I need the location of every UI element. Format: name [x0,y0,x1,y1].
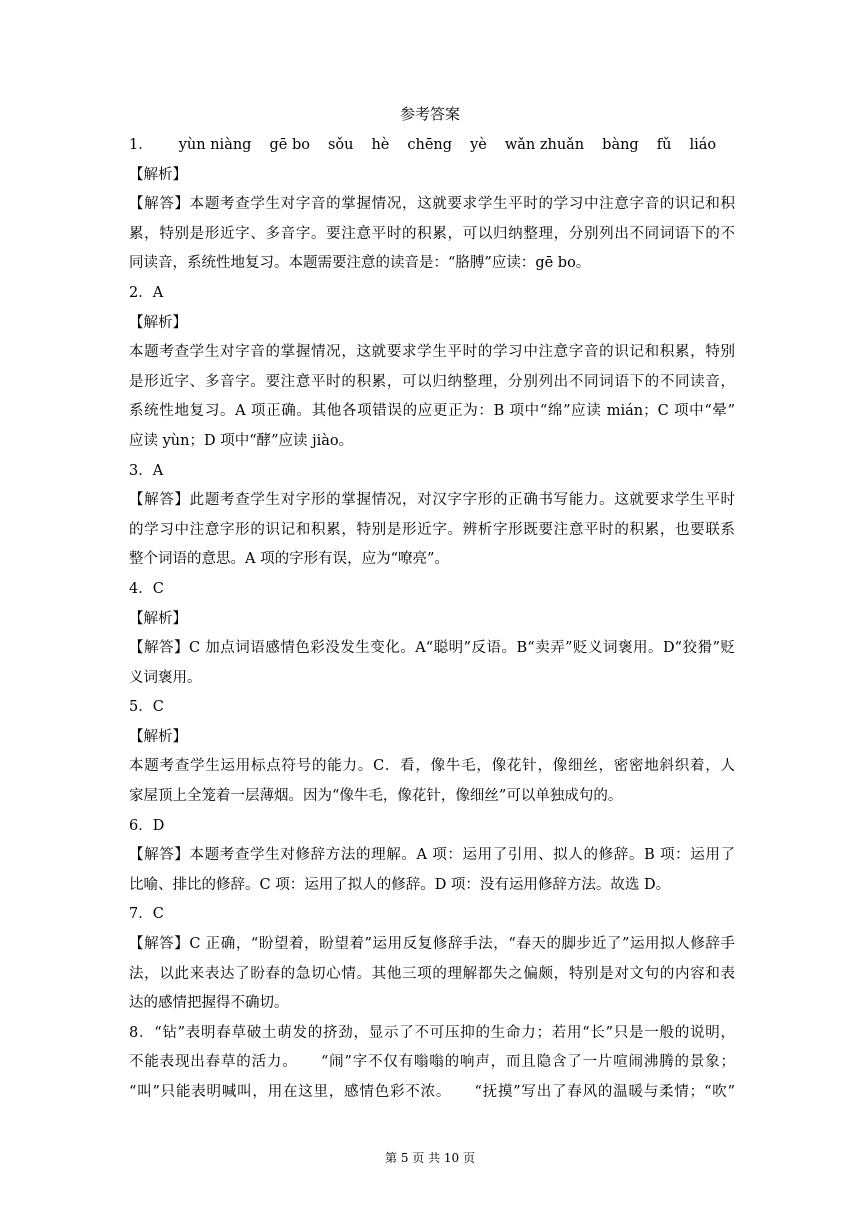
q5-answer-line: 本题考查学生运用标点符号的能力。C．看，像牛毛，像花针，像细丝，密密地斜织着，人 [129,758,735,775]
q1-number: 1． [129,137,153,153]
q5-heading: 5．C [129,699,164,716]
q8-answer-line: 不能表现出春草的活力。 “闹”字不仅有嗡嗡的响声，而且隐含了一片喧闹沸腾的景象； [129,1054,735,1071]
q6-answer-line: 【解答】本题考查学生对修辞方法的理解。A 项：运用了引用、拟人的修辞。B 项：运用了 [129,847,735,864]
q3-answer-line: 整个词语的意思。A 项的字形有误，应为“嘹亮”。 [129,551,449,568]
q7-answer-line: 法，以此来表达了盼春的急切心情。其他三项的理解都失之偏颇，特别是对文句的内容和表 [129,965,735,982]
q3-answer-line: 【解答】此题考查学生对字形的掌握情况，对汉字字形的正确书写能力。这就要求学生平时 [129,492,735,509]
q1-analysis-label: 【解析】 [129,166,187,183]
pinyin-item: yè [470,137,487,153]
pinyin-item: liáo [689,137,717,153]
q3-heading: 3．A [129,462,164,479]
q8-answer-line: 8．“钻”表明春草破土萌发的挤劲，显示了不可压抑的生命力；若用“长”只是一般的说明， [129,1024,735,1041]
pinyin-item: fǔ [656,137,672,153]
q4-analysis-label: 【解析】 [129,610,187,627]
q6-heading: 6．D [129,817,165,834]
q8-answer-line: “叫”只能表明喊叫，用在这里，感情色彩不浓。 “抚摸”写出了春风的温暖与柔情；“吹” [129,1084,735,1100]
pinyin-item: wǎn zhuǎn [504,137,585,153]
q5-analysis-label: 【解析】 [129,728,187,745]
pinyin-item: chēng [407,137,453,153]
q1-pinyin-line [129,131,735,161]
q5-answer-line: 家屋顶上全笼着一层薄烟。因为“像牛毛，像花针，像细丝”可以单独成句的。 [129,788,623,805]
q2-heading: 2．A [129,284,164,301]
q7-answer-line: 【解答】C 正确，“盼望着，盼望着”运用反复修辞手法，“春天的脚步近了”运用拟人修辞手 [129,936,735,953]
q6-answer-line: 比喻、排比的修辞。C 项：运用了拟人的修辞。D 项：没有运用修辞方法。故选 D。 [129,876,671,893]
q2-answer-line: 应读 yùn；D 项中“酵”应读 jiào。 [129,432,354,449]
pinyin-item: hè [371,137,390,153]
q2-answer-line: 本题考查学生对字音的掌握情况，这就要求学生平时的学习中注意字音的识记和积累，特别 [129,344,735,361]
q4-heading: 4．C [129,580,164,597]
page-title: 参考答案 [399,105,460,123]
pinyin-item: bàng [602,137,639,153]
q7-heading: 7．C [129,906,164,923]
pinyin-item: sǒu [327,137,354,153]
pinyin-item: gē bo [269,137,310,153]
q4-answer-line: 【解答】C 加点词语感情色彩没发生变化。A“聪明”反语。B“卖弄”贬义词褒用。D“狡猾”贬 [129,640,735,657]
q1-answer-line: 累，特别是形近字、多音字。要注意平时的积累，可以归纳整理，分别列出不同词语下的不 [129,225,735,242]
q1-answer-line: 同读音，系统性地复习。本题需要注意的读音是：“胳膊”应读：gē bo。 [129,255,591,272]
q4-answer-line: 义词褒用。 [129,669,202,686]
q1-answer-line: 【解答】本题考查学生对字音的掌握情况，这就要求学生平时的学习中注意字音的识记和积 [129,196,735,213]
q2-answer-line: 是形近字、多音字。要注意平时的积累，可以归纳整理，分别列出不同词语下的不同读音， [129,373,735,390]
q3-answer-line: 的学习中注意字形的识记和积累，特别是形近字。辨析字形既要注意平时的积累，也要联系 [129,521,735,538]
page-footer: 第 5 页 共 10 页 [385,1151,475,1165]
q7-answer-line: 达的感情把握得不确切。 [129,995,289,1012]
answer-content [129,131,735,1108]
q2-analysis-label: 【解析】 [129,314,187,331]
pinyin-item: yùn niàng [178,137,252,153]
q2-answer-line: 系统性地复习。A 项正确。其他各项错误的应更正为：B 项中“绵”应读 mián；C 项中“晕” [129,403,735,420]
